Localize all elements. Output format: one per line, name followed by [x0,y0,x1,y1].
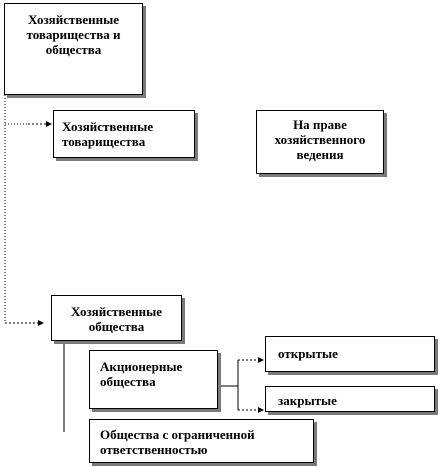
companies-node-label: Хозяйственные общества [70,304,163,334]
closed-node [265,386,435,412]
arrowhead-open [258,357,264,363]
open-node [265,336,435,372]
llc-node [89,419,314,463]
partnerships-node [53,110,195,158]
root-node-label: Хозяйственные товарищества и общества [26,12,121,57]
root-node [4,3,143,95]
arrowhead-closed [258,407,264,413]
closed-node-label: закрытые [278,393,337,408]
partnerships-node-label: Хозяйственные товарищества [62,119,154,149]
joint-stock-node-label: Акционерные общества [100,359,183,389]
open-node-label: открытые [278,346,338,361]
economic-management-node [256,110,384,174]
arrowhead-partnerships [46,121,52,127]
arrowhead-companies [38,320,44,326]
companies-node [51,295,182,341]
economic-management-node-label: На праве хозяйственного ведения [274,117,366,162]
joint-stock-node [89,350,218,409]
llc-node-label: Общества с ограниченной ответственностью [100,427,255,457]
